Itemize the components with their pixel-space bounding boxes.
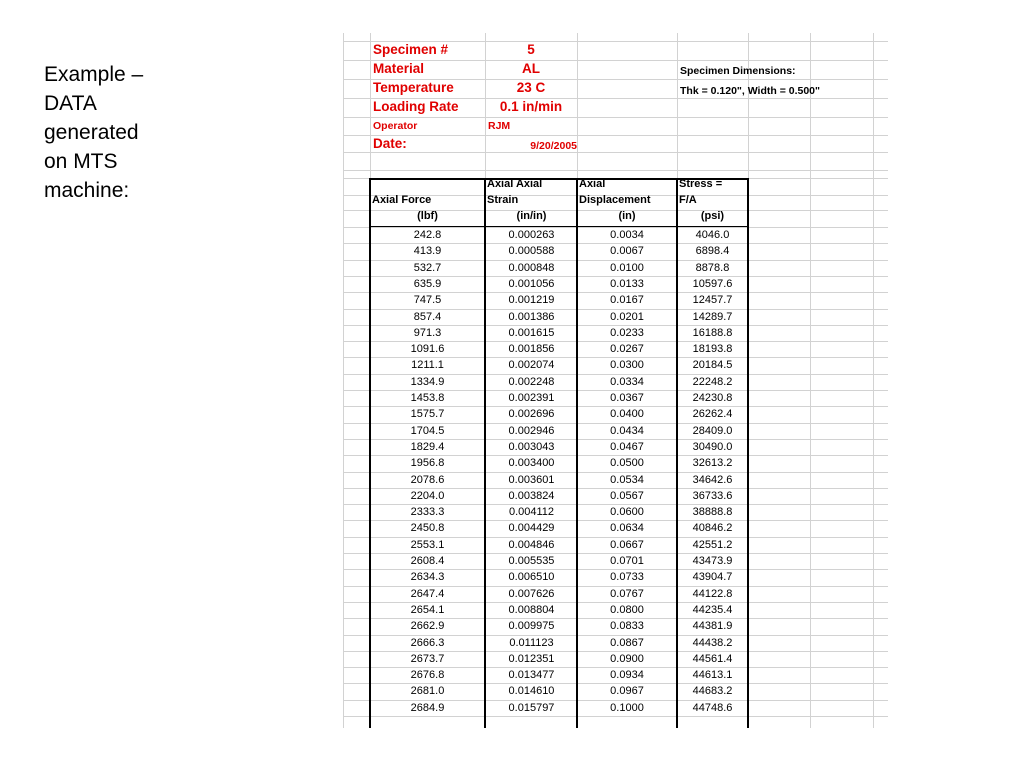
table-cell: 2684.9 [410, 701, 445, 714]
table-cell: 1704.5 [410, 424, 445, 437]
specimen-dimensions-values: Thk = 0.120", Width = 0.500" [680, 85, 821, 97]
gridline-horizontal [343, 276, 888, 277]
table-cell: 2333.3 [410, 506, 445, 519]
gridline-horizontal [343, 537, 888, 538]
table-cell: 0.001856 [508, 343, 555, 356]
gridline-horizontal [343, 716, 888, 717]
table-cell: 44438.2 [692, 636, 733, 649]
table-cell: 0.0434 [610, 424, 644, 437]
gridline-horizontal [343, 586, 888, 587]
table-cell: 2608.4 [410, 555, 445, 567]
table-cell: 2450.8 [410, 522, 445, 535]
table-cell: 0.004429 [508, 522, 555, 535]
table-cell: 857.4 [413, 310, 442, 323]
table-cell: 0.0167 [610, 294, 644, 307]
table-cell: 4046.0 [695, 229, 730, 241]
gridline-horizontal [343, 635, 888, 636]
table-cell: 0.0867 [610, 636, 644, 649]
table-cell: 2078.6 [410, 473, 445, 486]
table-cell: 0.0733 [610, 571, 644, 584]
table-cell: 22248.2 [692, 375, 733, 388]
table-cell: 18193.8 [692, 343, 733, 356]
table-cell: 1956.8 [410, 457, 445, 470]
info-label: Temperature [373, 80, 454, 95]
table-cell: 532.7 [413, 261, 442, 274]
table-cell: 0.000263 [508, 229, 555, 241]
table-cell: 0.0934 [610, 669, 644, 682]
gridline-horizontal [343, 618, 888, 619]
info-value: AL [522, 61, 540, 76]
gridline-horizontal [343, 117, 888, 118]
gridline-horizontal [343, 667, 888, 668]
column-header-line: F/A [679, 194, 697, 206]
table-cell: 0.007626 [508, 587, 555, 600]
table-cell: 38888.8 [692, 506, 733, 519]
slide-caption [44, 60, 204, 205]
table-cell: 0.012351 [508, 652, 555, 665]
table-cell: 24230.8 [692, 392, 733, 404]
column-unit: (lbf) [417, 210, 438, 222]
table-cell: 0.0267 [610, 343, 644, 356]
gridline-horizontal [343, 406, 888, 407]
table-cell: 0.002391 [508, 392, 555, 404]
table-cell: 8878.8 [695, 261, 730, 274]
table-cell: 242.8 [413, 229, 442, 241]
table-cell: 10597.6 [692, 277, 733, 290]
gridline-horizontal [343, 455, 888, 456]
gridline-vertical [873, 33, 874, 728]
info-value: 9/20/2005 [530, 140, 577, 152]
info-value: RJM [488, 120, 511, 132]
table-cell: 1453.8 [410, 392, 445, 404]
table-cell: 747.5 [413, 294, 442, 307]
table-cell: 44235.4 [692, 603, 733, 616]
table-cell: 0.003601 [508, 473, 555, 486]
table-cell: 2673.7 [410, 652, 445, 665]
column-header-line: Strain [487, 194, 519, 206]
gridline-horizontal [343, 683, 888, 684]
table-cell: 0.0567 [610, 489, 644, 502]
table-cell: 2676.8 [410, 669, 445, 682]
table-cell: 971.3 [413, 326, 442, 339]
table-cell: 0.004846 [508, 538, 555, 551]
table-cell: 43904.7 [692, 571, 733, 584]
table-cell: 44683.2 [692, 685, 733, 698]
gridline-horizontal [343, 472, 888, 473]
table-cell: 42551.2 [692, 538, 733, 551]
gridline-horizontal [343, 553, 888, 554]
table-cell: 0.0534 [610, 473, 644, 486]
gridline-horizontal [343, 309, 888, 310]
table-cell: 2553.1 [410, 538, 445, 551]
gridline-horizontal [343, 602, 888, 603]
gridline-horizontal [343, 260, 888, 261]
column-header-line: Stress = [679, 178, 723, 190]
table-cell: 0.0067 [610, 245, 644, 258]
caption-line: Example – [44, 63, 144, 86]
table-cell: 2662.9 [410, 620, 445, 633]
table-cell: 0.000588 [508, 245, 555, 258]
table-cell: 44381.9 [692, 620, 733, 633]
spreadsheet [343, 33, 888, 728]
gridline-horizontal [343, 170, 888, 171]
table-cell: 2654.1 [410, 603, 445, 616]
table-cell: 36733.6 [692, 489, 733, 502]
info-value: 0.1 in/min [499, 99, 563, 114]
table-cell: 0.0667 [610, 538, 644, 551]
info-value: 23 C [516, 80, 546, 95]
gridline-horizontal [343, 374, 888, 375]
caption-line: generated [44, 121, 139, 144]
table-cell: 0.0701 [610, 555, 644, 567]
table-cell: 44561.4 [692, 652, 733, 665]
gridline-horizontal [343, 135, 888, 136]
table-cell: 0.0034 [610, 229, 644, 241]
table-cell: 40846.2 [692, 522, 733, 535]
table-cell: 2681.0 [410, 685, 445, 698]
gridline-horizontal [343, 325, 888, 326]
gridline-horizontal [343, 60, 888, 61]
gridline-horizontal [343, 341, 888, 342]
table-cell: 0.002074 [508, 359, 555, 372]
caption-line: DATA [44, 92, 97, 115]
table-border [369, 226, 749, 227]
table-border [747, 178, 749, 728]
table-cell: 0.014610 [508, 685, 555, 698]
table-cell: 0.001615 [508, 326, 555, 339]
table-cell: 0.0100 [610, 261, 644, 274]
info-label: Operator [373, 120, 418, 132]
gridline-horizontal [343, 423, 888, 424]
table-cell: 0.0900 [610, 652, 644, 665]
gridline-horizontal [343, 292, 888, 293]
table-cell: 43473.9 [692, 555, 733, 567]
table-cell: 2634.3 [410, 571, 445, 584]
info-label: Loading Rate [373, 99, 459, 114]
table-cell: 0.001386 [508, 310, 555, 323]
table-cell: 0.0500 [610, 457, 644, 470]
table-cell: 0.002248 [508, 375, 555, 388]
gridline-vertical [343, 33, 344, 728]
gridline-horizontal [343, 700, 888, 701]
table-cell: 44748.6 [692, 701, 733, 714]
column-unit: (in) [618, 210, 636, 222]
table-cell: 0.006510 [508, 571, 555, 584]
table-cell: 0.002946 [508, 424, 555, 437]
table-cell: 0.0467 [610, 440, 644, 453]
table-cell: 0.0201 [610, 310, 644, 323]
table-cell: 0.009975 [508, 620, 555, 633]
info-label: Date: [373, 136, 407, 151]
table-cell: 1575.7 [410, 408, 445, 421]
gridline-horizontal [343, 520, 888, 521]
table-cell: 0.0334 [610, 375, 644, 388]
table-cell: 28409.0 [692, 424, 733, 437]
table-cell: 32613.2 [692, 457, 733, 470]
table-cell: 0.008804 [508, 603, 555, 616]
table-cell: 6898.4 [695, 245, 730, 258]
table-cell: 413.9 [413, 245, 442, 258]
column-header-line: Axial Axial [487, 178, 543, 190]
table-cell: 0.002696 [508, 408, 555, 421]
gridline-horizontal [343, 243, 888, 244]
gridline-horizontal [343, 227, 888, 228]
table-cell: 0.0133 [610, 277, 644, 290]
table-cell: 0.001219 [508, 294, 555, 307]
table-cell: 20184.5 [692, 359, 733, 372]
table-cell: 0.003043 [508, 440, 555, 453]
gridline-horizontal [343, 651, 888, 652]
table-cell: 1829.4 [410, 440, 445, 453]
table-cell: 0.0400 [610, 408, 644, 421]
table-cell: 0.0600 [610, 506, 644, 519]
table-cell: 26262.4 [692, 408, 733, 421]
table-cell: 12457.7 [692, 294, 733, 307]
table-cell: 0.000848 [508, 261, 555, 274]
table-cell: 1334.9 [410, 375, 445, 388]
table-cell: 0.003824 [508, 489, 555, 502]
column-unit: (in/in) [516, 210, 547, 222]
info-label: Specimen # [373, 42, 449, 57]
gridline-horizontal [343, 439, 888, 440]
info-value: 5 [527, 42, 535, 57]
table-cell: 2666.3 [410, 636, 445, 649]
table-cell: 1211.1 [411, 359, 444, 372]
table-cell: 0.0634 [610, 522, 644, 535]
caption-line: on MTS [44, 150, 118, 173]
table-cell: 0.011123 [509, 636, 554, 649]
specimen-dimensions-title: Specimen Dimensions: [680, 65, 796, 77]
gridline-horizontal [343, 152, 888, 153]
gridline-horizontal [343, 488, 888, 489]
column-header-line: Displacement [579, 194, 651, 206]
table-cell: 0.1000 [610, 701, 644, 714]
gridline-horizontal [343, 357, 888, 358]
table-cell: 0.015797 [508, 701, 555, 714]
column-unit: (psi) [700, 210, 725, 222]
table-cell: 0.0233 [610, 326, 644, 339]
table-cell: 30490.0 [692, 440, 733, 453]
gridline-horizontal [343, 504, 888, 505]
table-cell: 16188.8 [692, 326, 733, 339]
table-cell: 0.004112 [508, 506, 555, 519]
table-cell: 0.0767 [610, 587, 644, 600]
table-cell: 14289.7 [692, 310, 733, 323]
gridline-horizontal [343, 569, 888, 570]
column-header-line: Axial Force [372, 194, 432, 206]
table-cell: 34642.6 [692, 473, 733, 486]
table-cell: 0.0300 [610, 359, 644, 372]
info-label: Material [373, 61, 425, 76]
table-cell: 635.9 [413, 277, 442, 290]
table-cell: 44122.8 [692, 587, 733, 600]
table-cell: 0.0967 [610, 685, 644, 698]
table-cell: 2647.4 [410, 587, 445, 600]
table-cell: 44613.1 [692, 669, 733, 682]
table-cell: 2204.0 [410, 489, 445, 502]
gridline-horizontal [343, 390, 888, 391]
table-cell: 0.013477 [508, 669, 555, 682]
table-cell: 0.003400 [508, 457, 555, 470]
table-cell: 0.005535 [508, 555, 555, 567]
table-cell: 0.0367 [610, 392, 644, 404]
table-cell: 0.001056 [508, 277, 555, 290]
table-cell: 1091.6 [410, 343, 445, 356]
table-cell: 0.0800 [610, 603, 644, 616]
table-cell: 0.0833 [610, 620, 644, 633]
caption-line: machine: [44, 179, 130, 202]
gridline-vertical [810, 33, 811, 728]
column-header-line: Axial [579, 178, 606, 190]
